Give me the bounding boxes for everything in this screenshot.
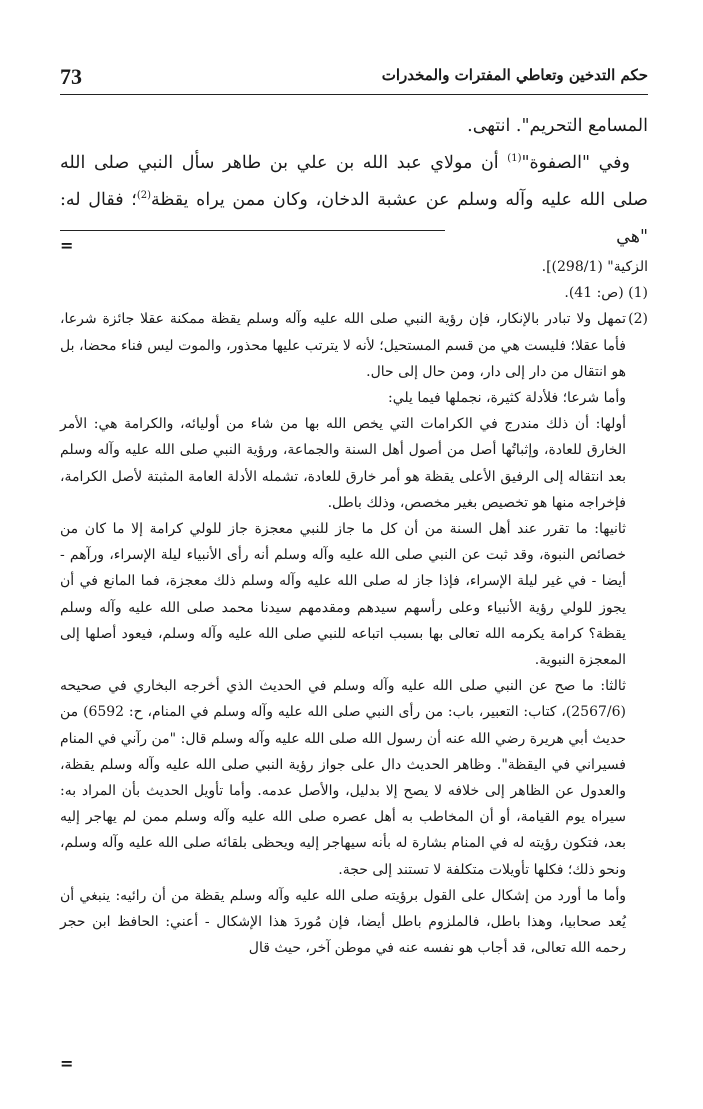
footnote-2-para-2: وأما شرعا؛ فلأدلة كثيرة، نجملها فيما يلي:: [388, 390, 626, 407]
footnote-ref-1[interactable]: (1): [507, 153, 522, 165]
footnote-2-number: (2): [628, 311, 648, 328]
footnotes: [60, 254, 648, 961]
main-text-segment: وفي "الصفوة": [521, 153, 630, 173]
footnote-1-number: (1): [628, 285, 648, 302]
page-header: [60, 58, 648, 95]
continuation-mark-bottom: =: [60, 1054, 74, 1073]
footnote-1: [60, 280, 648, 306]
main-paragraph-1: المسامع التحريم". انتهى.: [467, 116, 648, 136]
footnote-2: [60, 306, 648, 385]
running-title: حكم التدخين وتعاطي المفترات والمخدرات: [381, 66, 648, 84]
main-text-segment: أن مولاي عبد الله بن علي بن طاهر سأل النبي صلى الله صلى الله عليه وآله وسلم عن عشبة الدخان، وكان ممن يراه يقظة: [60, 153, 648, 210]
footnote-continued: الزكية" (298/1)].: [541, 259, 648, 275]
footnote-2-para-3: أولها: أن ذلك مندرج في الكرامات التي يخص الله بها من شاء من أوليائه، والكرامة هي: الأمر الخارق للعادة، وإثباتُها أصل من أصول أهل السنة والجماعة، ورؤية النبي صلى الله عليه وآله وسلم بعد انتقاله إلى الرفيق الأعلى يقظة هو أمر خارق للعادة، تشمله الأدلة العامة المثبتة لأصل الكرامة، فإخراجه منها هو تخصيص بغير مخصص، وذلك باطل.: [60, 416, 626, 511]
main-text: [60, 108, 648, 256]
footnote-ref-2[interactable]: (2): [136, 190, 152, 202]
footnote-2-para-4: ثانيها: ما تقرر عند أهل السنة من أن كل ما جاز للنبي معجزة جاز للولي كرامة إلا ما كان من خصائص النبوة، وقد ثبت عن النبي صلى الله عليه وآله وسلم أنه رأى الأنبياء ليلة الإسراء، ورآهم - أيضا - في غير ليلة الإسراء، فإذا جاز له صلى الله عليه وآله وسلم ذلك معجزة، فما المانع في أن يجوز للولي رؤية الأنبياء وعلى رأسهم سيدهم ومقدمهم سيدنا محمد صلى الله عليه وآله وسلم يقظة؟ كرامة يكرمه الله تعالى بها بسبب اتباعه للنبي صلى الله عليه وآله وسلم، فيعود أصلها إلى المعجزة النبوية.: [60, 521, 626, 669]
footnote-separator: [60, 230, 445, 231]
footnote-2-para-5: ثالثا: ما صح عن النبي صلى الله عليه وآله وسلم في الحديث الذي أخرجه البخاري في صحيحه (2567/6)، كتاب: التعبير، باب: من رأى النبي صلى الله عليه وآله وسلم في المنام، ح: 6592) من حديث أبي هريرة رضي الله عنه أن رسول الله صلى الله عليه وآله وسلم قال: "من رآني في المنام فسيراني في اليقظة". وظاهر الحديث دال على جواز رؤية النبي صلى الله عليه وآله وسلم يقظة، والعدول عن الظاهر إلى خلافه لا يصح إلا بدليل، والأصل عدمه. وأما تأويل الحديث بأن المراد به: سيراه يوم القيامة، أو أن المخاطب به أهل عصره صلى الله عليه وآله وسلم ممن لم يهاجر إليه بعد، فتكون رؤيته له في المنام بشارة له بأنه سيهاجر إليه ويحظى بلقائه صلى الله عليه وآله وسلم، ونحو ذلك؛ فكلها تأويلات متكلفة لا تستند إلى حجة.: [60, 678, 626, 878]
main-paragraph-2: [60, 145, 648, 256]
continuation-mark-top: =: [60, 236, 74, 255]
footnote-2-para-1: تمهل ولا تبادر بالإنكار، فإن رؤية النبي صلى الله عليه وآله وسلم يقظة ممكنة عقلا جائزة شرعا، فأما عقلا؛ فليست هي من قسم المستحيل؛ لأنه لا يترتب عليها محذور، والموت ليس فناء محضا، بل هو انتقال من دار إلى دار، ومن حال إلى حال.: [60, 311, 626, 380]
footnote-2-para-6: وأما ما أورد من إشكال على القول برؤيته صلى الله عليه وآله وسلم يقظة من أن رائيه: ينبغي أن يُعد صحابيا، وهذا باطل، فالملزوم باطل أيضا، فإن مُوردَ هذا الإشكال - أعني: الحافظ ابن حجر رحمه الله تعالى، قد أجاب هو نفسه عنه في موطن آخر، حيث قال: [60, 887, 626, 957]
footnote-1-text: (ص: 41).: [564, 285, 624, 302]
main-text-segment: ؛ فقال له: "هي: [60, 190, 648, 247]
page-number: 73: [60, 64, 82, 89]
